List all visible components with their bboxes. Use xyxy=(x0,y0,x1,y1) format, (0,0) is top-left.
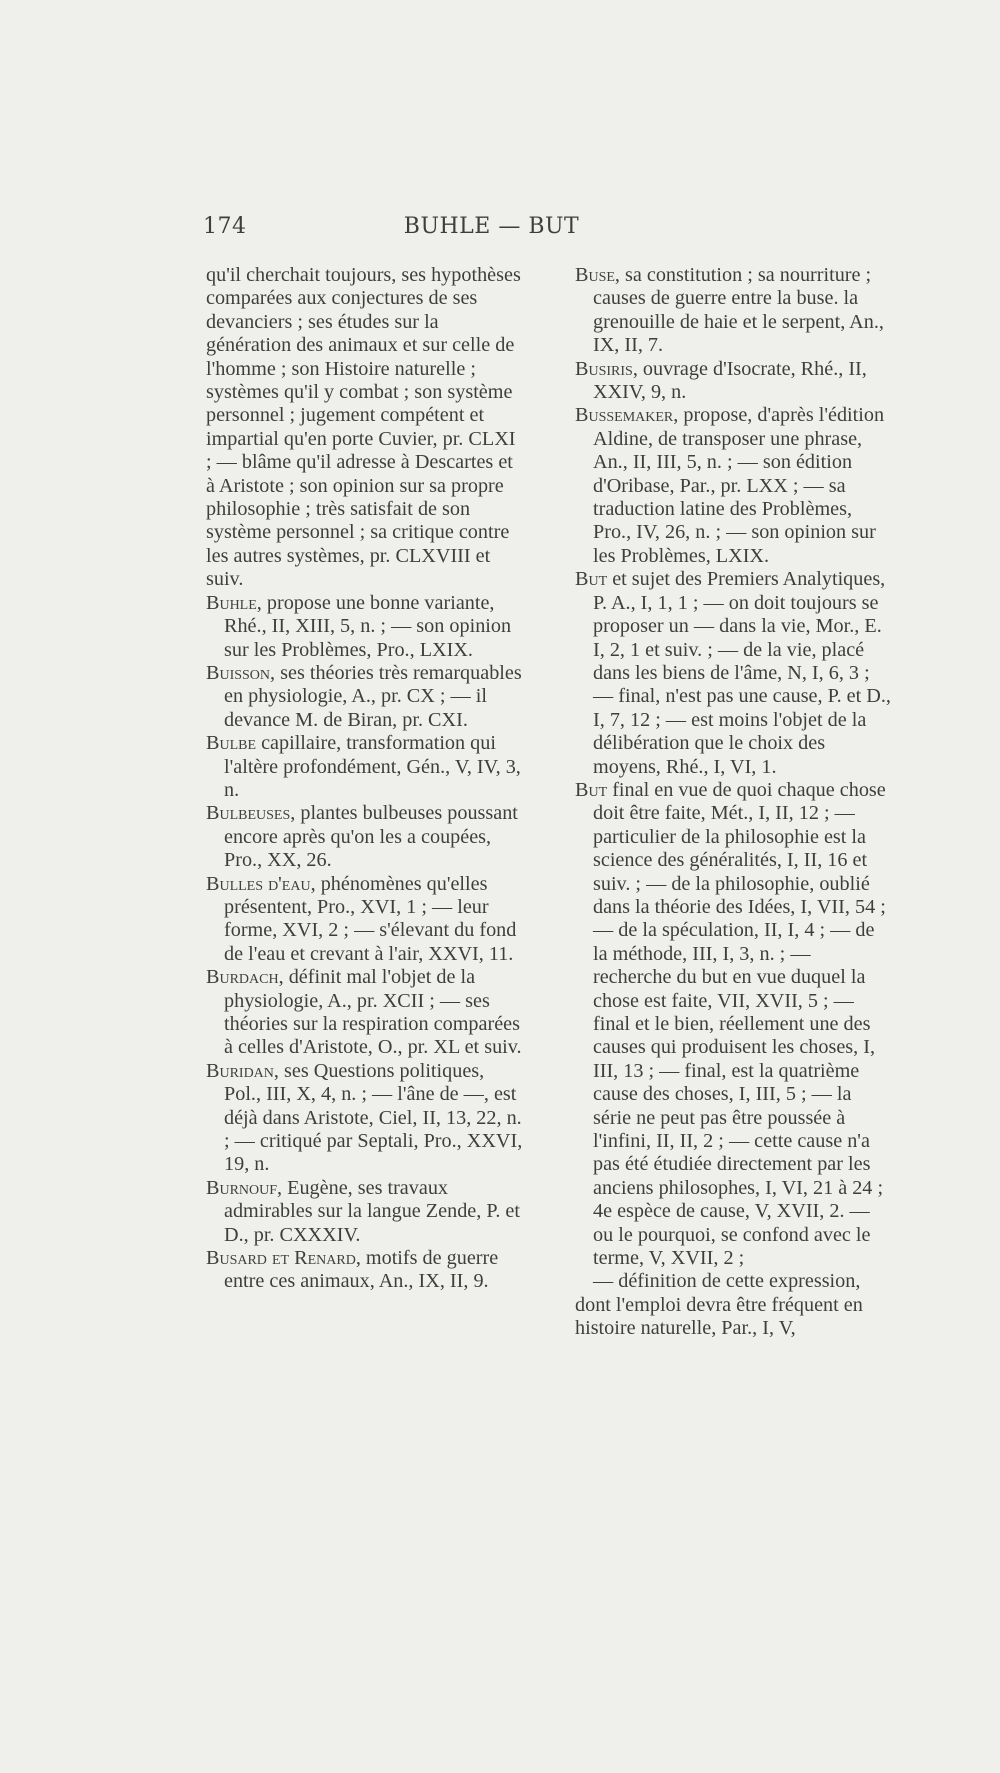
page-header xyxy=(203,214,780,246)
entry-headword: Buse xyxy=(575,264,615,286)
entry-headword: Bulbe xyxy=(206,732,257,755)
entry-text: qu'il cherchait toujours, ses hypothèses comparées aux conjectures de ses devanciers ; ses études sur la génération des animaux et sur celle de l'homme ; son Histoire naturelle ; systèmes qu'il y combat ; son système personnel ; jugement compétent et impartial qu'en porte Cuvier, pr. CLXI ; — blâme qu'il adresse à Descartes et à Aristote ; son opinion sur sa propre philosophie ; très satisfait de son système personnel ; sa critique contre les autres systèmes, pr. CLXVIII et suiv. xyxy=(206,264,521,591)
entry-headword: Busard et Renard xyxy=(206,1247,356,1270)
index-entry xyxy=(206,732,524,802)
entry-headword: Burdach xyxy=(206,966,279,989)
running-head: BUHLE — BUT xyxy=(403,214,580,239)
entry-text: , propose une bonne variante, Rhé., II, XIII, 5, n. ; — son opinion sur les Problèmes, Pro., LXIX. xyxy=(224,591,512,661)
entry-text: , ses théories très remarquables en physiologie, A., pr. CX ; — il devance M. de Biran, pr. CXI. xyxy=(224,661,522,731)
index-entry xyxy=(575,1270,893,1340)
index-entry xyxy=(575,264,893,358)
index-entry xyxy=(206,872,524,967)
index-entry xyxy=(206,966,524,1060)
entry-text: , propose, d'après l'édition Aldine, de transposer une phrase, An., II, III, 5, n. ; — son édition d'Oribase, Par., pr. LXX ; — sa traduction latine des Problèmes, Pro., IV, 26, n. ; — son opinion sur les Problèmes, LXIX. xyxy=(593,404,885,567)
entry-text: — définition de cette expression, dont l'emploi devra être fréquent en histoire naturelle, Par., I, V, xyxy=(575,1270,863,1340)
entry-headword: Busiris xyxy=(575,357,633,380)
entry-text: , Eugène, ses travaux admirables sur la langue Zende, P. et D., pr. CXXXIV. xyxy=(224,1176,520,1246)
index-entry xyxy=(206,1247,524,1294)
index-entry xyxy=(206,264,524,592)
index-entry xyxy=(206,661,524,732)
right-column xyxy=(575,264,893,1341)
entry-text: , ses Questions politiques, Pol., III, X, 4, n. ; — l'âne de —, est déjà dans Aristote, Ciel, II, 13, 22, n. ; — critiqué par Septali, Pro., XXVI, 19, n. xyxy=(224,1059,523,1176)
entry-text: , motifs de guerre entre ces animaux, An., IX, II, 9. xyxy=(224,1247,499,1293)
entry-text: , ouvrage d'Isocrate, Rhé., II, XXIV, 9, n. xyxy=(593,357,867,404)
index-entry xyxy=(575,778,893,1271)
entry-text: capillaire, transformation qui l'altère profondément, Gén., V, IV, 3, n. xyxy=(224,732,521,801)
entry-headword: Buridan xyxy=(206,1059,274,1082)
entry-text: final en vue de quoi chaque chose doit être faite, Mét., I, II, 12 ; — particulier de la philosophie est la science des généralités, I, II, 16 et suiv. ; — de la philosophie, oublié dans la théorie des Idées, I, VII, 54 ; — de la spéculation, II, I, 4 ; — de la méthode, III, I, 3, n. ; — recherche du but en vue duquel la chose est faite, VII, XVII, 5 ; — final et le bien, réellement une des causes qui produisent les choses, I, III, 13 ; — final, est la quatrième cause des choses, I, III, 5 ; — la série ne peut pas être poussée à l'infini, II, II, 2 ; — cette cause n'a pas été étudiée directement par les anciens philosophes, I, VI, 21 à 24 ; 4e espèce de cause, V, XVII, 2. — ou le pourquoi, se confond avec le terme, V, XVII, 2 ; xyxy=(593,778,886,1270)
entry-headword: Bulles d'eau xyxy=(206,872,311,895)
left-column xyxy=(206,264,524,1294)
index-entry xyxy=(206,1176,524,1247)
entry-headword: Bulbeuses xyxy=(206,802,291,825)
page-number: 174 xyxy=(203,214,247,239)
index-entry xyxy=(575,404,893,568)
entry-text: , sa constitution ; sa nourriture ; causes de guerre entre la buse. la grenouille de haie et le serpent, An., IX, II, 7. xyxy=(593,264,884,357)
entry-text: , plantes bulbeuses poussant encore après qu'on les a coupées, Pro., XX, 26. xyxy=(224,802,518,872)
entry-text: , définit mal l'objet de la physiologie, A., pr. XCII ; — ses théories sur la respiration comparées à celles d'Aristote, O., pr. XL et suiv. xyxy=(224,966,522,1059)
entry-text: et sujet des Premiers Analytiques, P. A., I, 1, 1 ; — on doit toujours se proposer un — dans la vie, Mor., E. I, 2, 1 et suiv. ; — de la vie, placé dans les biens de l'âme, N, I, 6, 3 ; — final, n'est pas une cause, P. et D., I, 7, 12 ; — est moins l'objet de la délibération que le choix des moyens, Rhé., I, VI, 1. xyxy=(593,568,891,778)
index-entry xyxy=(206,802,524,872)
index-entry xyxy=(575,568,893,779)
entry-text: , phénomènes qu'elles présentent, Pro., XVI, 1 ; — leur forme, XVI, 2 ; — s'élevant du fond de l'eau et crevant à l'air, XXVI, 11. xyxy=(224,872,517,965)
entry-headword: But xyxy=(575,568,608,591)
index-entry xyxy=(206,1059,524,1177)
index-entry xyxy=(575,357,893,405)
entry-headword: Burnouf xyxy=(206,1176,278,1199)
entry-headword: But xyxy=(575,778,608,801)
entry-headword: Bussemaker xyxy=(575,404,674,427)
index-entry xyxy=(206,591,524,662)
entry-headword: Buisson xyxy=(206,661,271,684)
entry-headword: Buhle xyxy=(206,591,257,614)
